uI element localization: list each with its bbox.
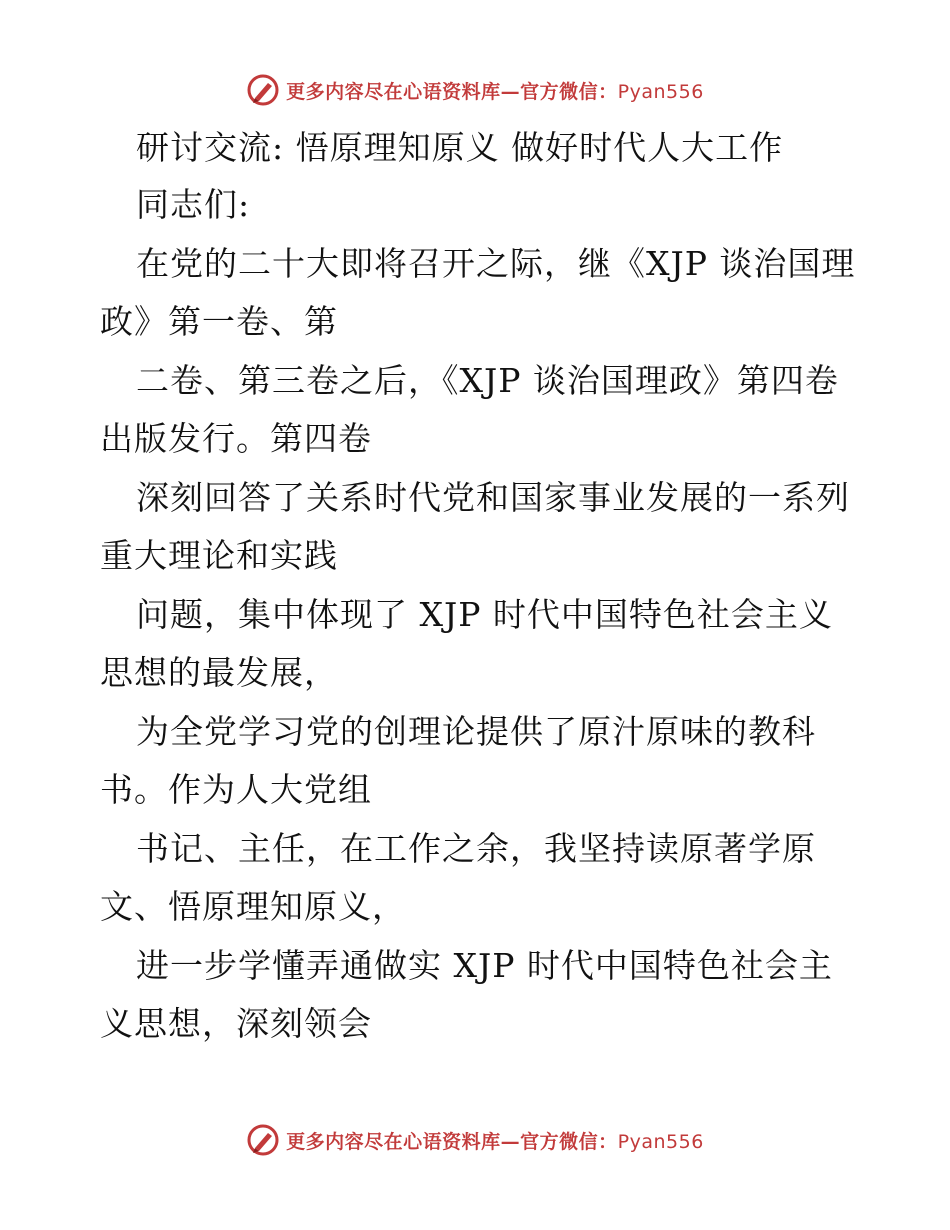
- footer-banner-text: 更多内容尽在心语资料库—官方微信：Pyan556: [286, 1130, 704, 1153]
- paragraph-line: 问题，集中体现了 XJP 时代中国特色社会主义: [136, 595, 833, 634]
- paragraph-line: 为全党学习党的创理论提供了原汁原味的教科: [136, 712, 816, 751]
- paragraph-line: 书记、主任，在工作之余，我坚持读原著学原: [136, 829, 816, 868]
- footer-banner: [0, 1122, 950, 1158]
- pen-circle-logo-icon: [246, 73, 280, 107]
- header-banner-text: 更多内容尽在心语资料库—官方微信：Pyan556: [286, 80, 704, 103]
- header-banner: [0, 72, 950, 108]
- paragraph-line: 思想的最发展，: [100, 653, 338, 692]
- footer-wechat-id: Pyan556: [617, 1130, 704, 1153]
- paragraph-line: 进一步学懂弄通做实 XJP 时代中国特色社会主: [136, 946, 833, 985]
- paragraph-line: 出版发行。第四卷: [100, 419, 372, 458]
- paragraph-line: 文、悟原理知原义，: [100, 887, 406, 926]
- paragraph-line: 在党的二十大即将召开之际，继《XJP 谈治国理: [136, 244, 856, 283]
- paragraph-line: 重大理论和实践: [100, 536, 338, 575]
- salutation: 同志们:: [136, 185, 251, 224]
- paragraph-line: 义思想，深刻领会: [100, 1004, 372, 1043]
- pen-circle-logo-icon: [246, 1123, 280, 1157]
- paragraph-line: 书。作为人大党组: [100, 770, 372, 809]
- document-title: 研讨交流: 悟原理知原义 做好时代人大工作: [136, 128, 784, 167]
- header-wechat-id: Pyan556: [617, 80, 704, 103]
- paragraph-line: 深刻回答了关系时代党和国家事业发展的一系列: [136, 478, 850, 517]
- paragraph-line: 二卷、第三卷之后，《XJP 谈治国理政》第四卷: [136, 361, 839, 400]
- paragraph-line: 政》第一卷、第: [100, 302, 338, 341]
